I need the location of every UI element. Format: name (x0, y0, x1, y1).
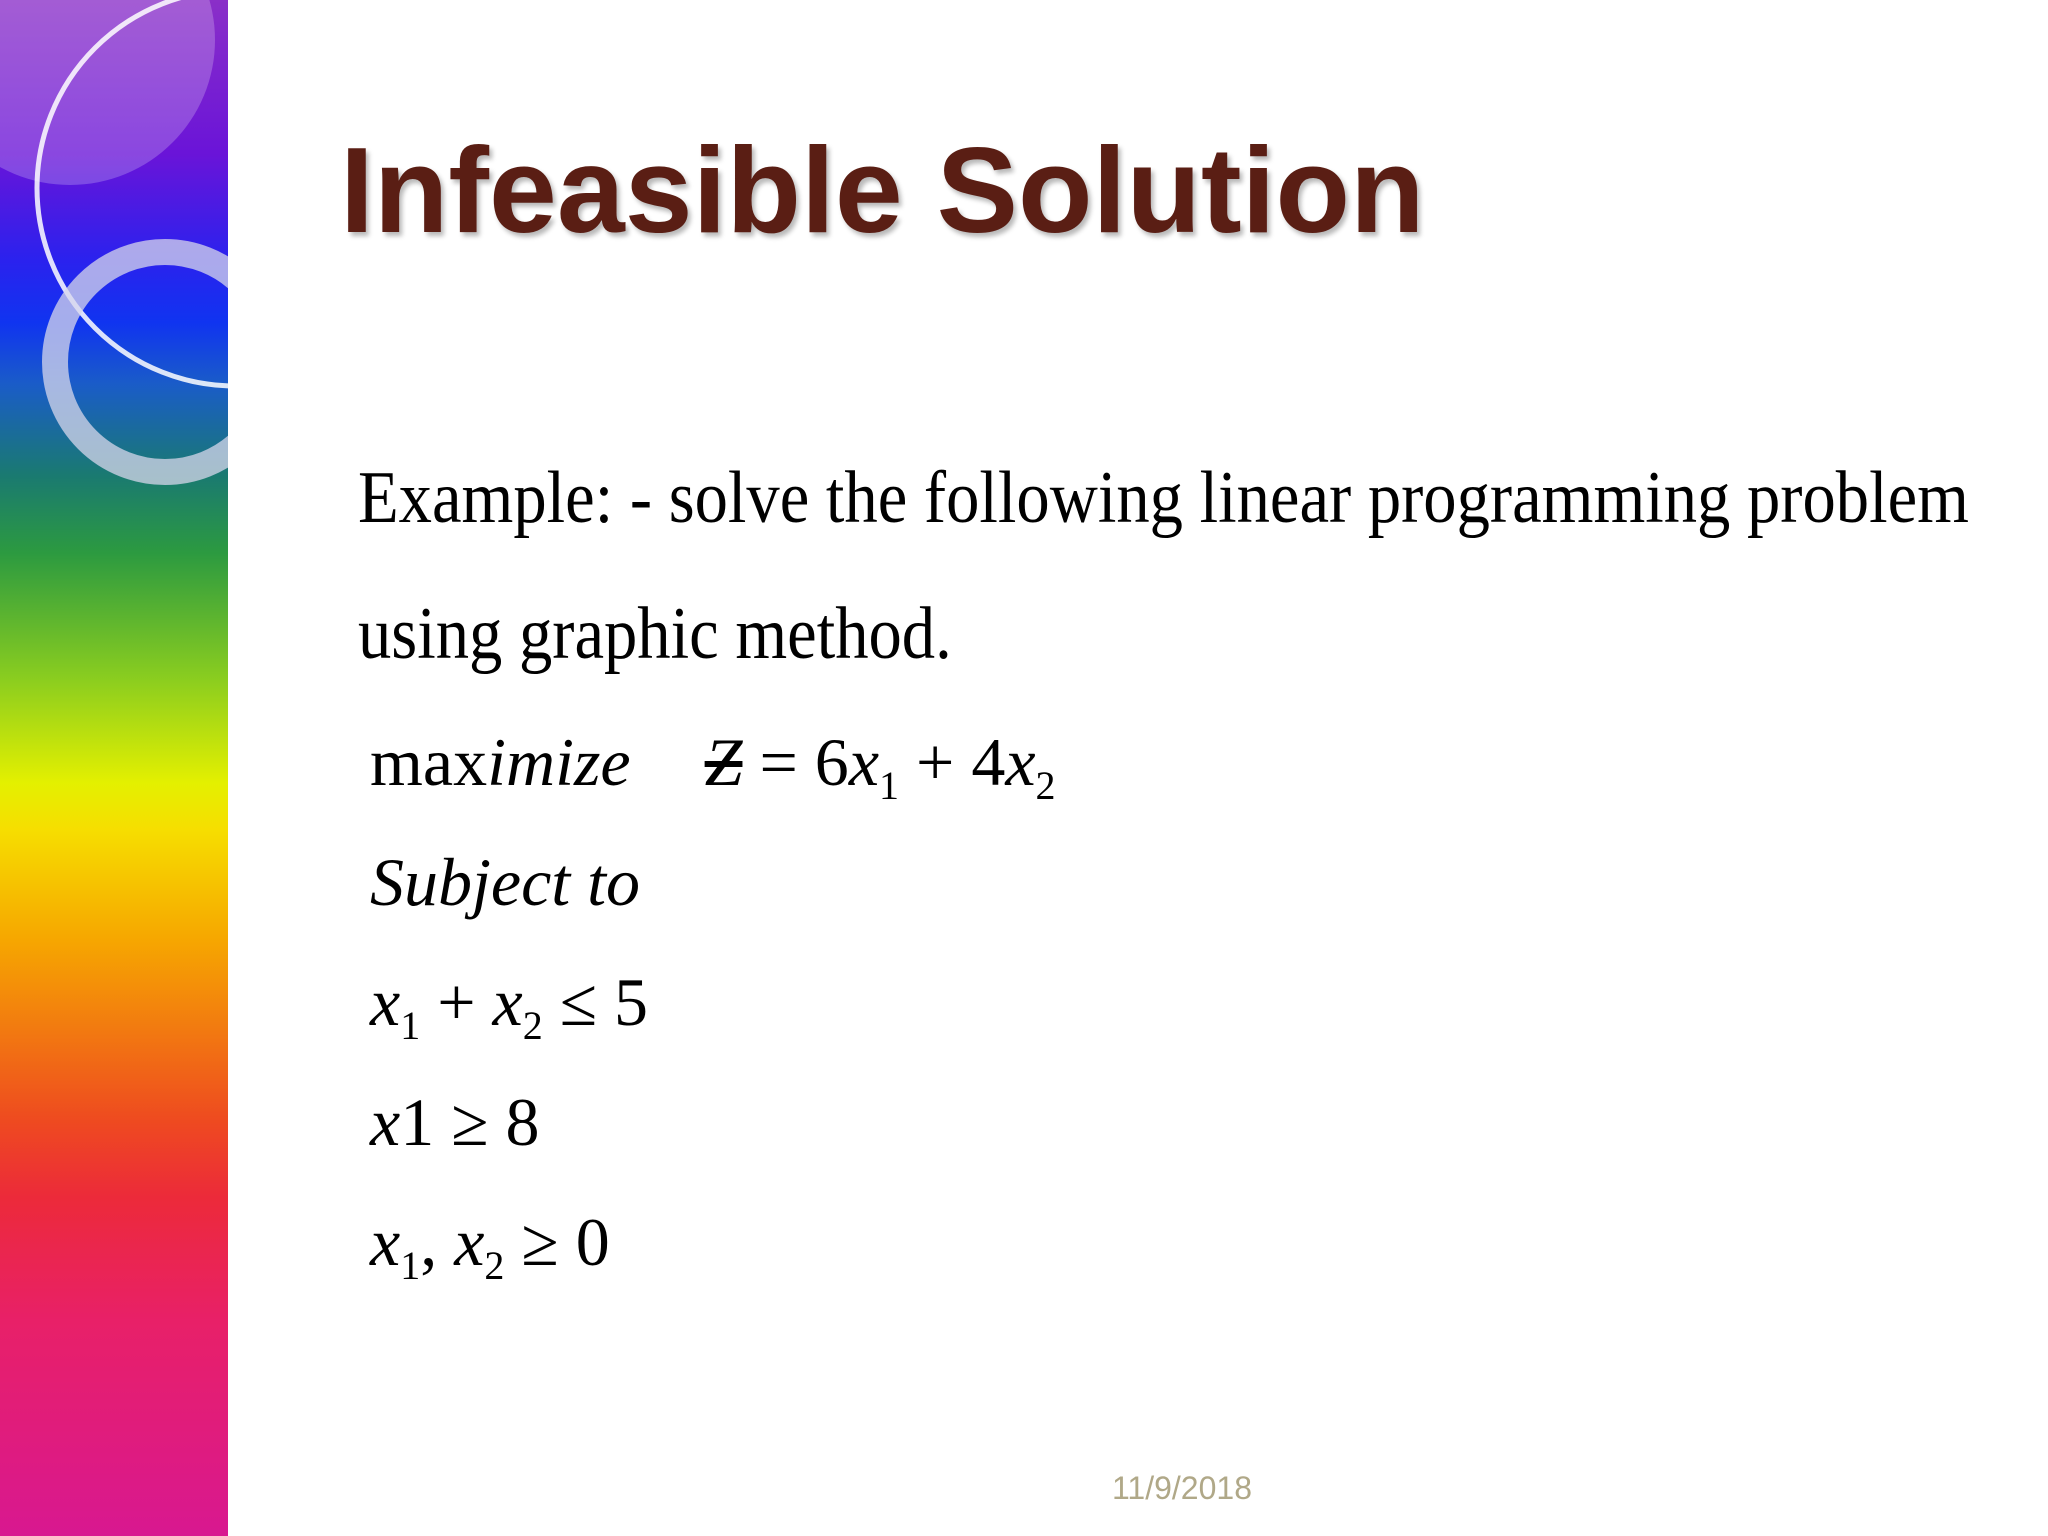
footer-date: 11/9/2018 (1112, 1470, 1252, 1506)
c3-x2: x (454, 1204, 485, 1280)
subject-to-label: Subject to (370, 844, 641, 920)
objective-coef-2: + 4 (899, 724, 1006, 800)
c1-x1: x (370, 964, 401, 1040)
constraint-2 (370, 1084, 540, 1160)
c3-relation: ≥ 0 (504, 1204, 610, 1280)
intro-text (358, 430, 1998, 702)
intro-line-1: Example: - solve the following linear programming problem (358, 457, 1969, 539)
deco-filled-circle (0, 0, 215, 185)
objective-label-italic: imize (487, 724, 631, 800)
objective-x1-sub: 1 (879, 763, 899, 808)
c2-x: x (370, 1084, 401, 1160)
objective-x2: x (1005, 724, 1036, 800)
constraint-3 (370, 1204, 610, 1288)
objective-function (370, 724, 1056, 808)
constraint-1 (370, 964, 649, 1048)
c3-x1: x (370, 1204, 401, 1280)
c1-x2: x (492, 964, 523, 1040)
c1-x2-sub: 2 (522, 1003, 543, 1048)
decorative-circles (0, 0, 228, 520)
intro-line-2: using graphic method. (358, 593, 952, 675)
slide-title: Infeasible Solution (340, 122, 1425, 258)
c1-plus: + (420, 964, 493, 1040)
c1-relation: ≤ 5 (542, 964, 649, 1040)
objective-x1: x (848, 724, 879, 800)
objective-coef-1: = 6 (759, 724, 849, 800)
objective-label-upright: max (370, 724, 488, 800)
c2-relation: 1 ≥ 8 (400, 1084, 540, 1160)
objective-x2-sub: 2 (1035, 763, 1056, 808)
c3-x2-sub: 2 (484, 1243, 505, 1288)
c3-x1-sub: 1 (400, 1243, 421, 1288)
c1-x1-sub: 1 (400, 1003, 421, 1048)
c3-comma: , (420, 1204, 455, 1280)
objective-variable: Z (704, 724, 743, 800)
